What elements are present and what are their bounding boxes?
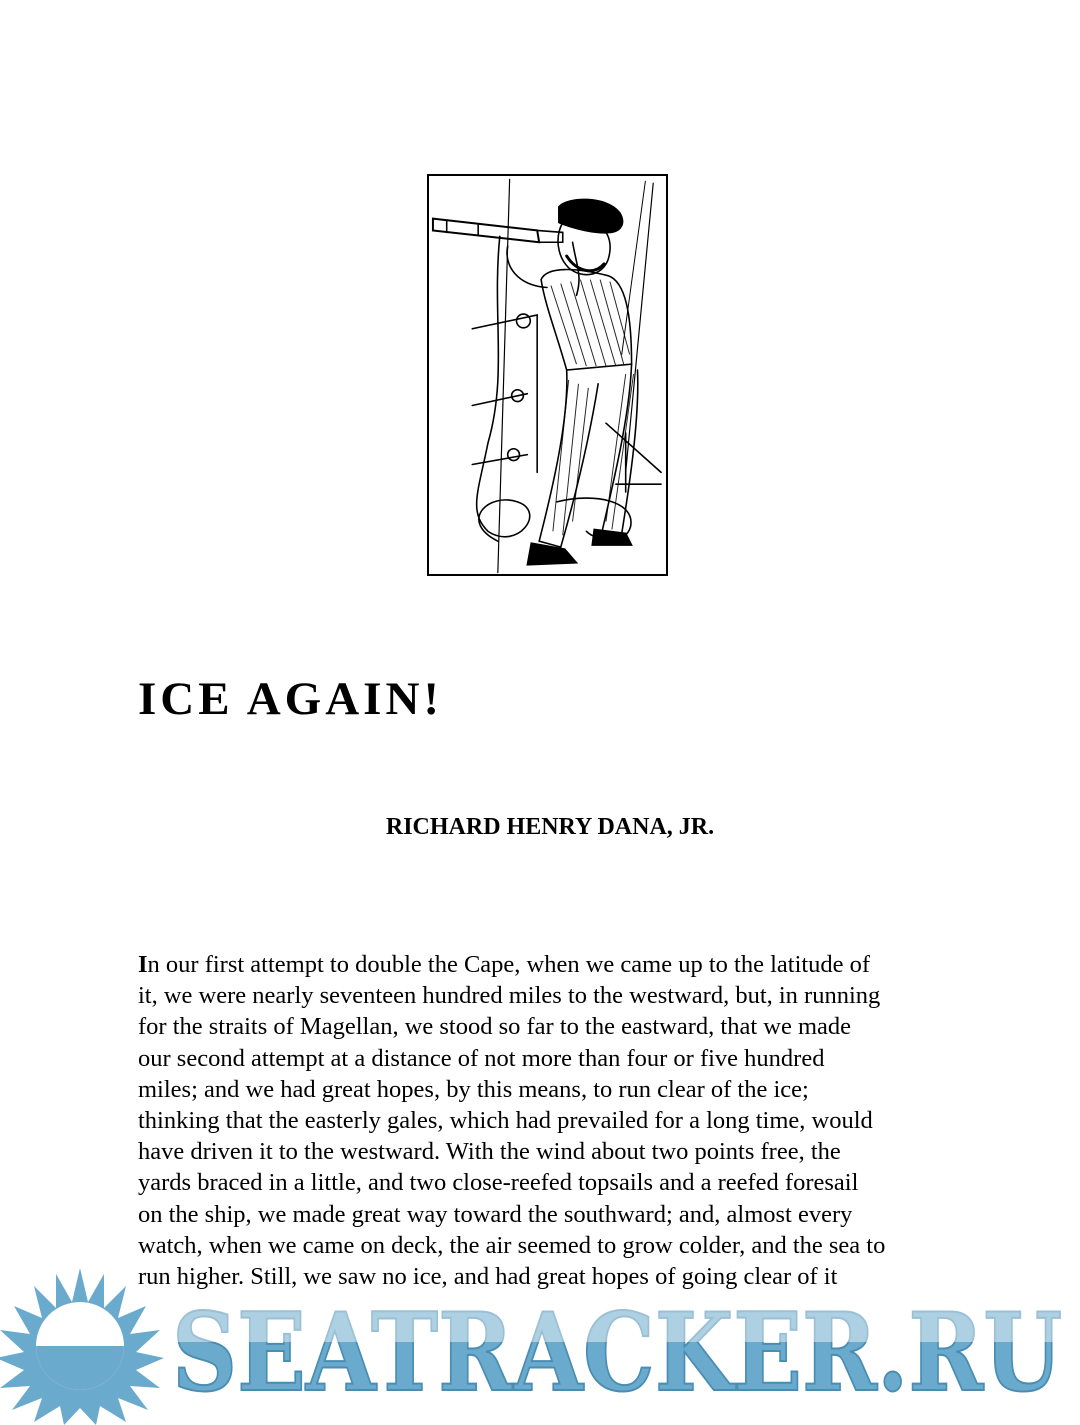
body-line: have driven it to the westward. With the wind about two points free, the (138, 1138, 841, 1166)
body-line: yards braced in a little, and two close-reefed topsails and a reefed foresail (138, 1169, 859, 1197)
watermark-text: SEATRACKER.RU (172, 1290, 1062, 1416)
seatracker-logo-icon (0, 1262, 1080, 1425)
seatracker-watermark (0, 1262, 1080, 1425)
body-line: thinking that the easterly gales, which had prevailed for a long time, would (138, 1107, 873, 1135)
sailor-with-spyglass-icon (429, 176, 666, 574)
body-line: for the straits of Magellan, we stood so far to the eastward, that we made (138, 1013, 852, 1041)
sailor-illustration (427, 174, 668, 576)
body-paragraph (138, 949, 968, 1292)
body-line: In our first attempt to double the Cape, when we came up to the latitude of (138, 951, 871, 978)
body-line: it, we were nearly seventeen hundred miles to the westward, but, in running (138, 982, 881, 1010)
chapter-author: RICHARD HENRY DANA, JR. (385, 814, 715, 840)
drop-cap: I (138, 951, 148, 978)
body-line: our second attempt at a distance of not more than four or five hundred (138, 1044, 825, 1072)
chapter-title: ICE AGAIN! (138, 673, 444, 725)
body-line: miles; and we had great hopes, by this means, to run clear of the ice; (138, 1075, 809, 1103)
body-line: run higher. Still, we saw no ice, and had great hopes of going clear of it (138, 1263, 838, 1291)
body-line: on the ship, we made great way toward the southward; and, almost every (138, 1200, 853, 1228)
body-line: watch, when we came on deck, the air seemed to grow colder, and the sea to (138, 1231, 886, 1259)
